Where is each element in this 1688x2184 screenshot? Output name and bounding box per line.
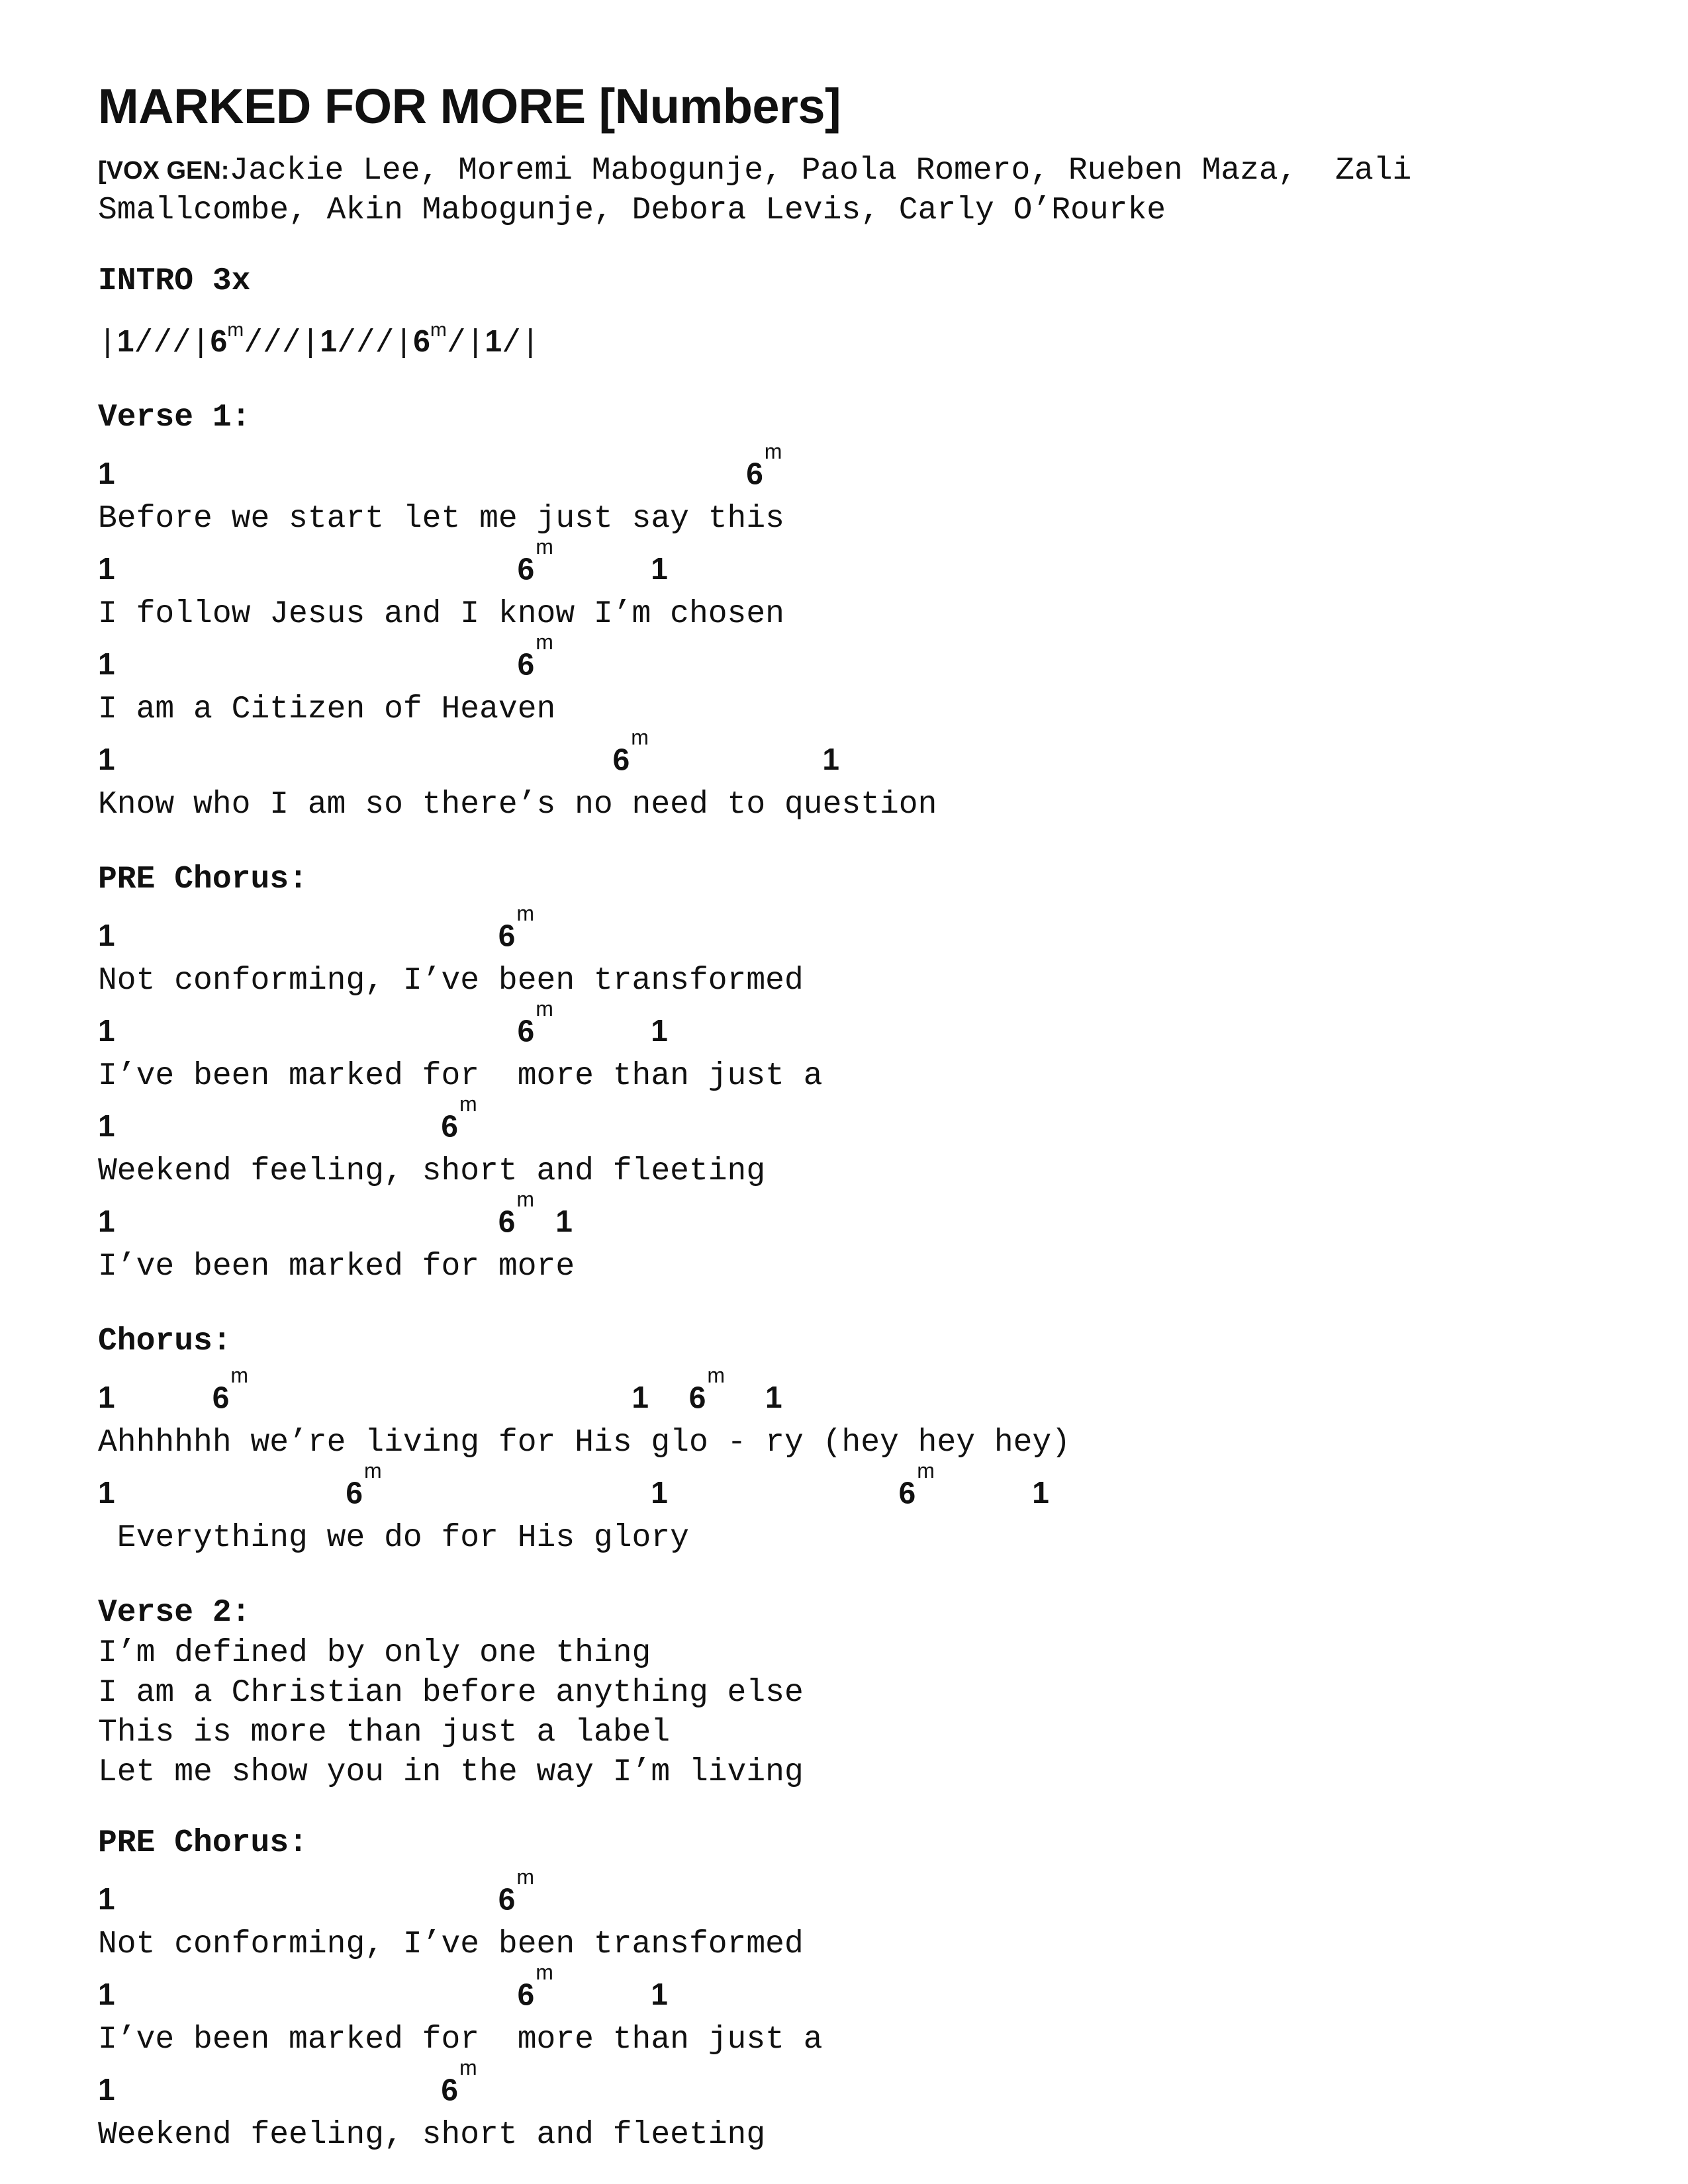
chord-number: 1 [98, 551, 115, 586]
beat-slashes: /// [134, 326, 191, 361]
chord-modifier: m [536, 996, 553, 1021]
chord-number: 1 [98, 1977, 115, 2011]
chord-modifier: m [230, 1363, 249, 1387]
vocal-credits [98, 151, 1587, 230]
verse-1-heading: Verse 1: [98, 400, 251, 435]
chord-modifier: m [707, 1363, 726, 1387]
chord [651, 1015, 668, 1046]
beat-slashes: / [446, 326, 466, 361]
chord [651, 1979, 668, 2009]
chord-number: 1 [98, 647, 115, 681]
chord-line [98, 1091, 1587, 1148]
beat-slashes: /| [502, 326, 540, 361]
chord-sheet [98, 78, 1587, 2159]
chorus-heading: Chorus: [98, 1324, 232, 1359]
chord-number: 6 [688, 1380, 706, 1414]
chord-number: 1 [651, 1475, 668, 1510]
pre-chorus-2-heading: PRE Chorus: [98, 1825, 308, 1861]
chord-number: 1 [651, 1013, 668, 1048]
chord-number: 6 [517, 551, 535, 586]
vox-line-2: Smallcombe, Akin Mabogunje, Debora Levis, Carly O’Rourke [98, 193, 1166, 228]
chord [765, 1382, 782, 1412]
chord [498, 1187, 535, 1238]
verse-2-line: Let me show you in the way I’m living [98, 1754, 804, 1790]
pre-chorus-1-section [98, 859, 1587, 1291]
chord-modifier: m [363, 1458, 382, 1482]
chord-number: 6 [898, 1475, 916, 1510]
chord [98, 744, 115, 774]
song-title: MARKED FOR MORE [Numbers] [98, 79, 841, 134]
chord-number: 1 [98, 456, 115, 490]
intro-chord: 1 [320, 324, 338, 358]
chord-line [98, 901, 1587, 957]
lyric-line: Not conforming, I’ve been transformed [98, 1927, 804, 1962]
chord-line [98, 1363, 1587, 1419]
verse-2-heading: Verse 2: [98, 1595, 251, 1631]
chord [441, 1091, 477, 1143]
chord-number: 1 [98, 1380, 115, 1414]
chord-line [98, 1864, 1587, 1921]
chord [555, 1206, 573, 1236]
chord [498, 1864, 535, 1916]
chord-number: 6 [517, 1977, 535, 2011]
chord-number: 1 [98, 1109, 115, 1143]
verse-2-section [98, 1592, 1587, 1792]
chord [98, 1979, 115, 2009]
intro-bars [98, 311, 1587, 367]
chord-number: 1 [632, 1380, 649, 1414]
chord-modifier: m [917, 1458, 935, 1482]
chord-number: 1 [651, 1977, 668, 2011]
chord-number: 6 [498, 918, 516, 952]
chord [651, 1477, 668, 1508]
chord-number: 6 [517, 647, 535, 681]
chord-number: 1 [98, 918, 115, 952]
lyric-line: Weekend feeling, short and fleeting [98, 1154, 766, 1189]
chorus-section [98, 1321, 1587, 1562]
lyric-line: Ahhhhhh we’re living for His glo - ry (hey hey hey) [98, 1425, 1071, 1461]
chord-modifier: m [536, 534, 553, 559]
lyric-line: Everything we do for His glory [98, 1520, 689, 1556]
chord [517, 629, 553, 681]
chord-line [98, 1458, 1587, 1514]
chord-modifier: m [631, 725, 649, 749]
chord [98, 1884, 115, 1914]
chord-number: 6 [441, 2072, 458, 2107]
lyric-line: I’ve been marked for more [98, 1249, 575, 1285]
vox-gen-label: [VOX GEN: [98, 157, 230, 185]
chord-number: 1 [98, 1204, 115, 1238]
verse-2-line: This is more than just a label [98, 1715, 671, 1751]
chord-modifier: m [516, 901, 535, 925]
chord-modifier: m [459, 1091, 477, 1116]
chord [98, 458, 115, 488]
chord-line [98, 2055, 1587, 2111]
chord [688, 1363, 726, 1414]
chord [746, 439, 782, 490]
chorus-lines [98, 1363, 1587, 1562]
chord-modifier: m [430, 319, 447, 341]
chord-number: 6 [746, 456, 763, 490]
lyric-line: Not conforming, I’ve been transformed [98, 963, 804, 999]
chord-line [98, 996, 1587, 1052]
verse-2-line: I am a Christian before anything else [98, 1675, 804, 1711]
bar-separator: | [394, 326, 414, 361]
chord-number: 1 [765, 1380, 782, 1414]
chord-modifier: m [516, 1864, 535, 1889]
chord-line [98, 1960, 1587, 2016]
chord-number: 6 [498, 1882, 516, 1916]
pre-chorus-1-lines [98, 901, 1587, 1291]
chord [98, 1477, 115, 1508]
verse-1-lines [98, 439, 1587, 829]
vox-line-1: Jackie Lee, Moremi Mabogunje, Paola Romero, Rueben Maza, Zali [229, 153, 1412, 189]
chord-number: 1 [98, 1013, 115, 1048]
chord [98, 553, 115, 584]
chord [822, 744, 839, 774]
chord-line [98, 534, 1587, 590]
pre-chorus-2-lines [98, 1864, 1587, 2159]
chord-line [98, 629, 1587, 686]
chord [632, 1382, 649, 1412]
chord [98, 920, 115, 950]
chord [651, 553, 668, 584]
beat-slashes: /// [244, 326, 301, 361]
verse-1-section [98, 397, 1587, 829]
pre-chorus-2-section [98, 1823, 1587, 2159]
pre-chorus-1-heading: PRE Chorus: [98, 862, 308, 897]
intro-section [98, 261, 1587, 367]
intro-chord: 6 [210, 324, 228, 358]
chord-modifier: m [516, 1187, 535, 1211]
chord-number: 1 [1032, 1475, 1049, 1510]
lyric-line: I’ve been marked for more than just a [98, 1058, 823, 1094]
intro-heading: INTRO 3x [98, 263, 251, 299]
chord-number: 1 [822, 742, 839, 776]
chord-number: 1 [98, 1475, 115, 1510]
bar-separator: | [98, 326, 117, 361]
chord [98, 1111, 115, 1141]
lyric-line: I’ve been marked for more than just a [98, 2022, 823, 2058]
chord [98, 1206, 115, 1236]
chord [98, 1015, 115, 1046]
intro-chord: 6 [413, 324, 430, 358]
chord-line [98, 725, 1587, 781]
bar-separator: | [191, 326, 211, 361]
chord-number: 6 [441, 1109, 458, 1143]
bar-separator: | [465, 326, 485, 361]
lyric-line: Before we start let me just say this [98, 501, 784, 537]
chord-line [98, 439, 1587, 495]
chord [98, 2074, 115, 2105]
chord [441, 2055, 477, 2107]
chord-number: 6 [517, 1013, 535, 1048]
chord-number: 1 [98, 742, 115, 776]
intro-chord: 1 [485, 324, 502, 358]
lyric-line: Weekend feeling, short and fleeting [98, 2117, 766, 2153]
chord [612, 725, 649, 776]
chord-number: 1 [651, 551, 668, 586]
chord-number: 6 [212, 1380, 230, 1414]
lyric-line: I follow Jesus and I know I’m chosen [98, 596, 784, 632]
chord [346, 1458, 382, 1510]
verse-2-line: I’m defined by only one thing [98, 1635, 651, 1671]
chord [517, 1960, 553, 2011]
bar-separator: | [301, 326, 320, 361]
chord-modifier: m [536, 629, 553, 654]
intro-chord: 1 [117, 324, 134, 358]
chord [898, 1458, 935, 1510]
chord [212, 1363, 249, 1414]
chord-modifier: m [764, 439, 782, 463]
chord-number: 6 [498, 1204, 516, 1238]
chord-number: 1 [98, 1882, 115, 1916]
chord-modifier: m [227, 319, 244, 341]
chord-number: 6 [346, 1475, 363, 1510]
chord [498, 901, 535, 952]
lyric-line: I am a Citizen of Heaven [98, 692, 556, 727]
chord [98, 1382, 115, 1412]
chord [1032, 1477, 1049, 1508]
chord-modifier: m [459, 2055, 477, 2079]
chord-number: 1 [98, 2072, 115, 2107]
chord [517, 996, 553, 1048]
lyric-line: Know who I am so there’s no need to question [98, 787, 937, 823]
beat-slashes: /// [337, 326, 395, 361]
chord-number: 1 [555, 1204, 573, 1238]
chord-modifier: m [536, 1960, 553, 1984]
chord-line [98, 1187, 1587, 1243]
chord [98, 649, 115, 679]
chord-number: 6 [612, 742, 630, 776]
chord [517, 534, 553, 586]
